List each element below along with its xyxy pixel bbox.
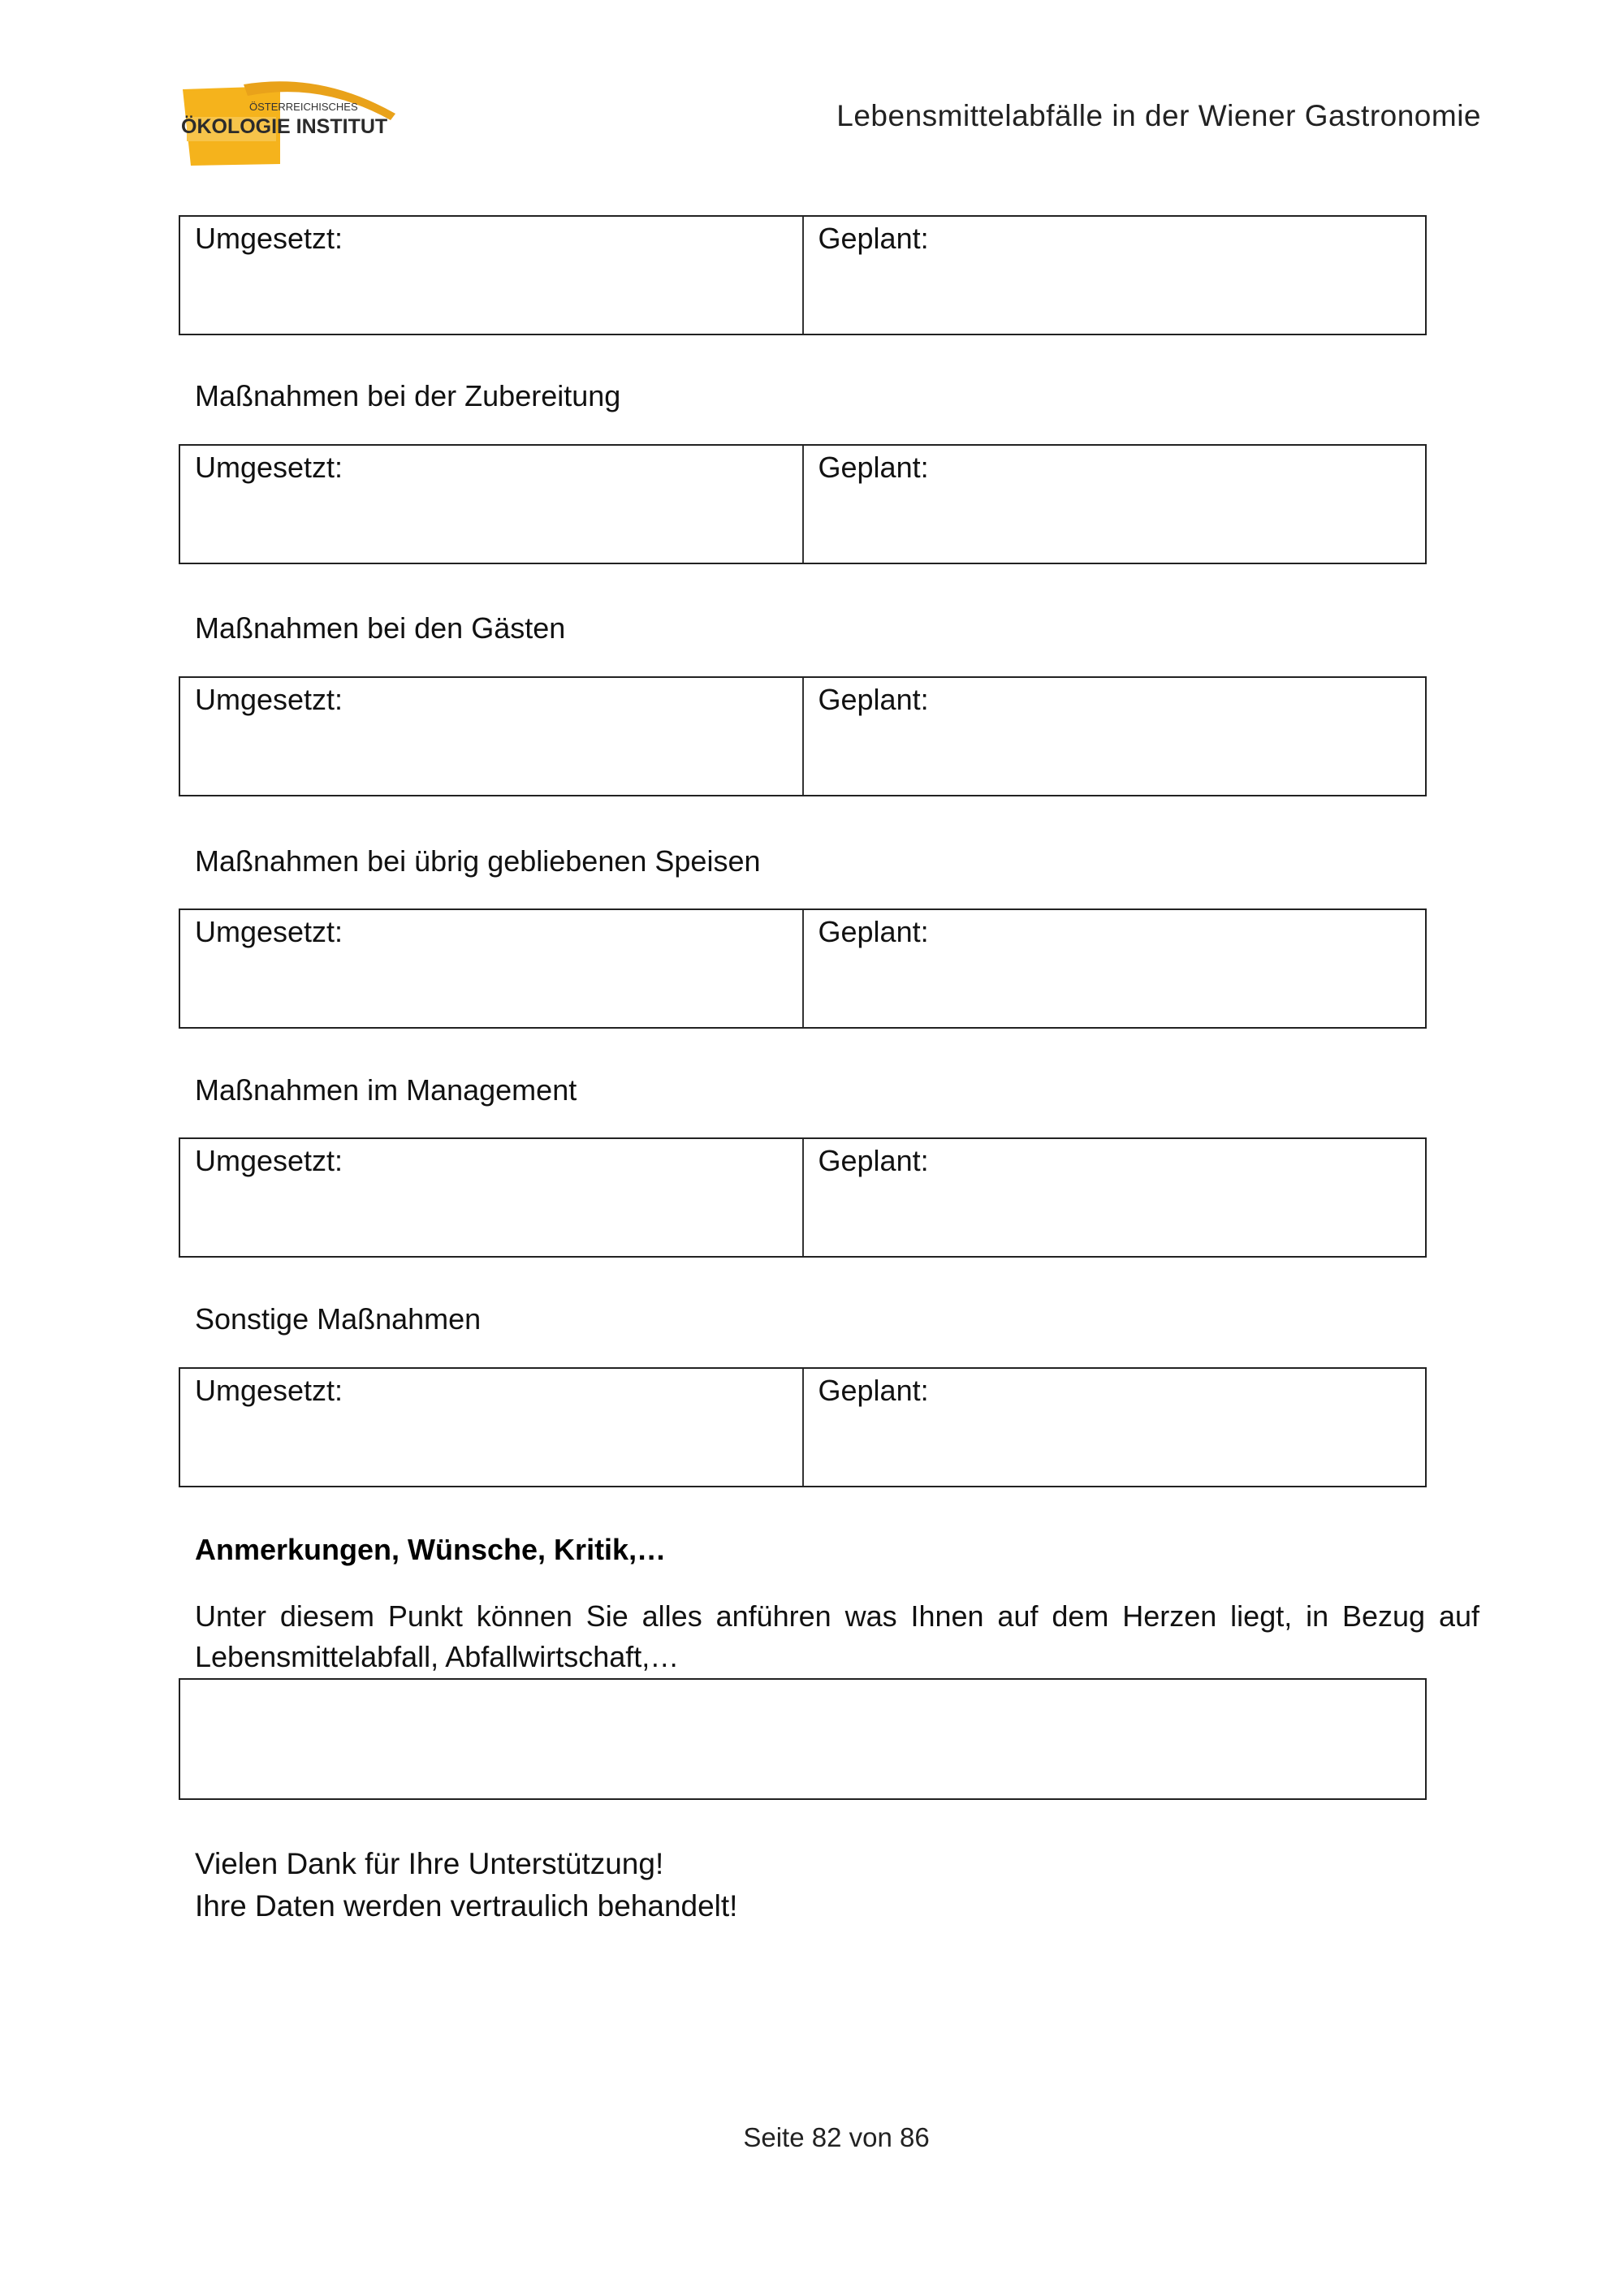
planned-label: Geplant: — [818, 451, 929, 484]
planned-label: Geplant: — [818, 1374, 929, 1407]
planned-label: Geplant: — [818, 683, 929, 716]
closing-text — [195, 1843, 737, 1927]
section-heading-leftovers: Maßnahmen bei übrig gebliebenen Speisen — [195, 844, 761, 878]
comments-heading: Anmerkungen, Wünsche, Kritik,… — [195, 1533, 667, 1566]
implemented-field[interactable] — [180, 678, 802, 795]
implemented-field[interactable] — [180, 217, 802, 334]
implemented-field[interactable] — [180, 910, 802, 1027]
implemented-label: Umgesetzt: — [195, 1374, 343, 1407]
measures-box-preparation — [179, 444, 1427, 564]
measures-box-management — [179, 1137, 1427, 1258]
oekologie-institut-logo — [166, 75, 410, 172]
section-heading-preparation: Maßnahmen bei der Zubereitung — [195, 379, 621, 412]
implemented-label: Umgesetzt: — [195, 1144, 343, 1177]
page-number: Seite 82 von 86 — [743, 2122, 930, 2152]
closing-privacy-note: Ihre Daten werden vertraulich behandelt! — [195, 1889, 738, 1923]
planned-label: Geplant: — [818, 1144, 929, 1177]
planned-label: Geplant: — [818, 222, 929, 255]
implemented-field[interactable] — [180, 1369, 802, 1486]
implemented-label: Umgesetzt: — [195, 451, 343, 484]
document-header-title: Lebensmittelabfälle in der Wiener Gastronomie — [836, 99, 1481, 132]
implemented-label: Umgesetzt: — [195, 222, 343, 255]
implemented-field[interactable] — [180, 1139, 802, 1256]
planned-field[interactable] — [802, 446, 1426, 563]
planned-field[interactable] — [802, 1139, 1426, 1256]
measures-box-guests — [179, 676, 1427, 796]
implemented-field[interactable] — [180, 446, 802, 563]
comments-instructions: Unter diesem Punkt können Sie alles anführen was Ihnen auf dem Herzen liegt, in Bezug auf Lebensmittelabfall, Abfallwirtschaft,… — [195, 1599, 1479, 1673]
planned-label: Geplant: — [818, 915, 929, 948]
planned-field[interactable] — [802, 678, 1426, 795]
logo-top-text: ÖSTERREICHISCHES — [249, 101, 358, 113]
section-heading-management: Maßnahmen im Management — [195, 1073, 577, 1107]
planned-field[interactable] — [802, 910, 1426, 1027]
planned-field[interactable] — [802, 217, 1426, 334]
closing-thanks: Vielen Dank für Ihre Unterstützung! — [195, 1847, 664, 1880]
implemented-label: Umgesetzt: — [195, 915, 343, 948]
comments-field[interactable] — [179, 1678, 1427, 1800]
measures-box — [179, 215, 1427, 335]
implemented-label: Umgesetzt: — [195, 683, 343, 716]
planned-field[interactable] — [802, 1369, 1426, 1486]
logo-graphic — [166, 75, 410, 172]
section-heading-guests: Maßnahmen bei den Gästen — [195, 611, 566, 645]
logo-main-text: ÖKOLOGIE INSTITUT — [181, 115, 388, 138]
measures-box-leftovers — [179, 908, 1427, 1029]
section-heading-other: Sonstige Maßnahmen — [195, 1302, 482, 1336]
measures-box-other — [179, 1367, 1427, 1487]
